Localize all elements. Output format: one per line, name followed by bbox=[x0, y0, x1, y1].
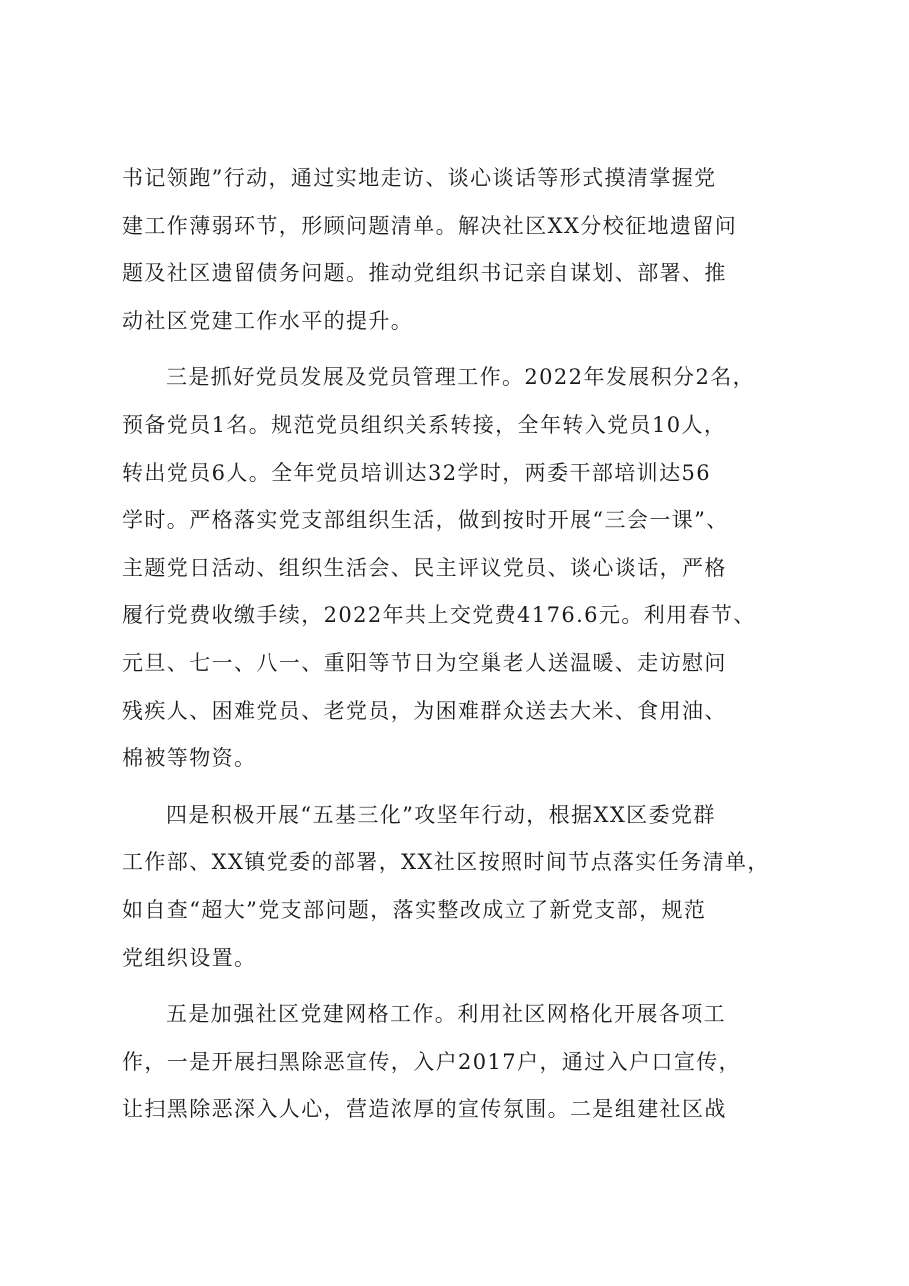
text-line: 学时。严格落实党支部组织生活，做到按时开展“三会一课”、 bbox=[122, 508, 729, 533]
text-line: 书记领跑”行动，通过实地走访、谈心谈话等形式摸清掌握党 bbox=[122, 166, 717, 190]
text-line: 转出党员6人。全年党员培训达32学时，两委干部培训达56 bbox=[122, 460, 712, 485]
paragraph-continuation bbox=[122, 155, 792, 345]
document-body bbox=[122, 155, 792, 1134]
text-line: 让扫黑除恶深入人心，营造浓厚的宣传氛围。二是组建社区战 bbox=[122, 1097, 727, 1122]
text-line: 作，一是开展扫黑除恶宣传，入户2017户，通过入户口宣传， bbox=[122, 1049, 742, 1074]
text-line: 党组织设置。 bbox=[122, 945, 257, 970]
text-line: 五是加强社区党建网格工作。利用社区网格化开展各项工 bbox=[166, 1002, 726, 1027]
text-line: 动社区党建工作水平的提升。 bbox=[122, 308, 414, 333]
text-line: 履行党费收缴手续，2022年共上交党费4176.6元。利用春节、 bbox=[122, 603, 756, 628]
text-line: 预备党员1名。规范党员组织关系转接，全年转入党员10人， bbox=[122, 412, 727, 437]
paragraph-five-basics-campaign bbox=[122, 792, 792, 982]
text-line: 棉被等物资。 bbox=[122, 746, 257, 771]
text-line: 题及社区遗留债务问题。推动党组织书记亲自谋划、部署、推 bbox=[122, 261, 727, 286]
text-line: 元旦、七一、八一、重阳等节日为空巢老人送温暖、走访慰问 bbox=[122, 650, 727, 675]
paragraph-grid-work bbox=[122, 991, 792, 1134]
text-line: 建工作薄弱环节，形顾问题清单。解决社区XX分校征地遗留问 bbox=[122, 213, 738, 238]
text-line: 四是积极开展“五基三化”攻坚年行动，根据XX区委党群 bbox=[166, 802, 716, 827]
text-line: 主题党日活动、组织生活会、民主评议党员、谈心谈话，严格 bbox=[122, 555, 727, 580]
text-line: 三是抓好党员发展及党员管理工作。2022年发展积分2名， bbox=[166, 365, 756, 390]
text-line: 工作部、XX镇党委的部署，XX社区按照时间节点落实任务清单， bbox=[122, 850, 770, 875]
paragraph-party-member-management bbox=[122, 354, 792, 782]
text-line: 残疾人、困难党员、老党员，为困难群众送去大米、食用油、 bbox=[122, 698, 727, 723]
text-line: 如自查“超大”党支部问题，落实整改成立了新党支部，规范 bbox=[122, 897, 707, 922]
